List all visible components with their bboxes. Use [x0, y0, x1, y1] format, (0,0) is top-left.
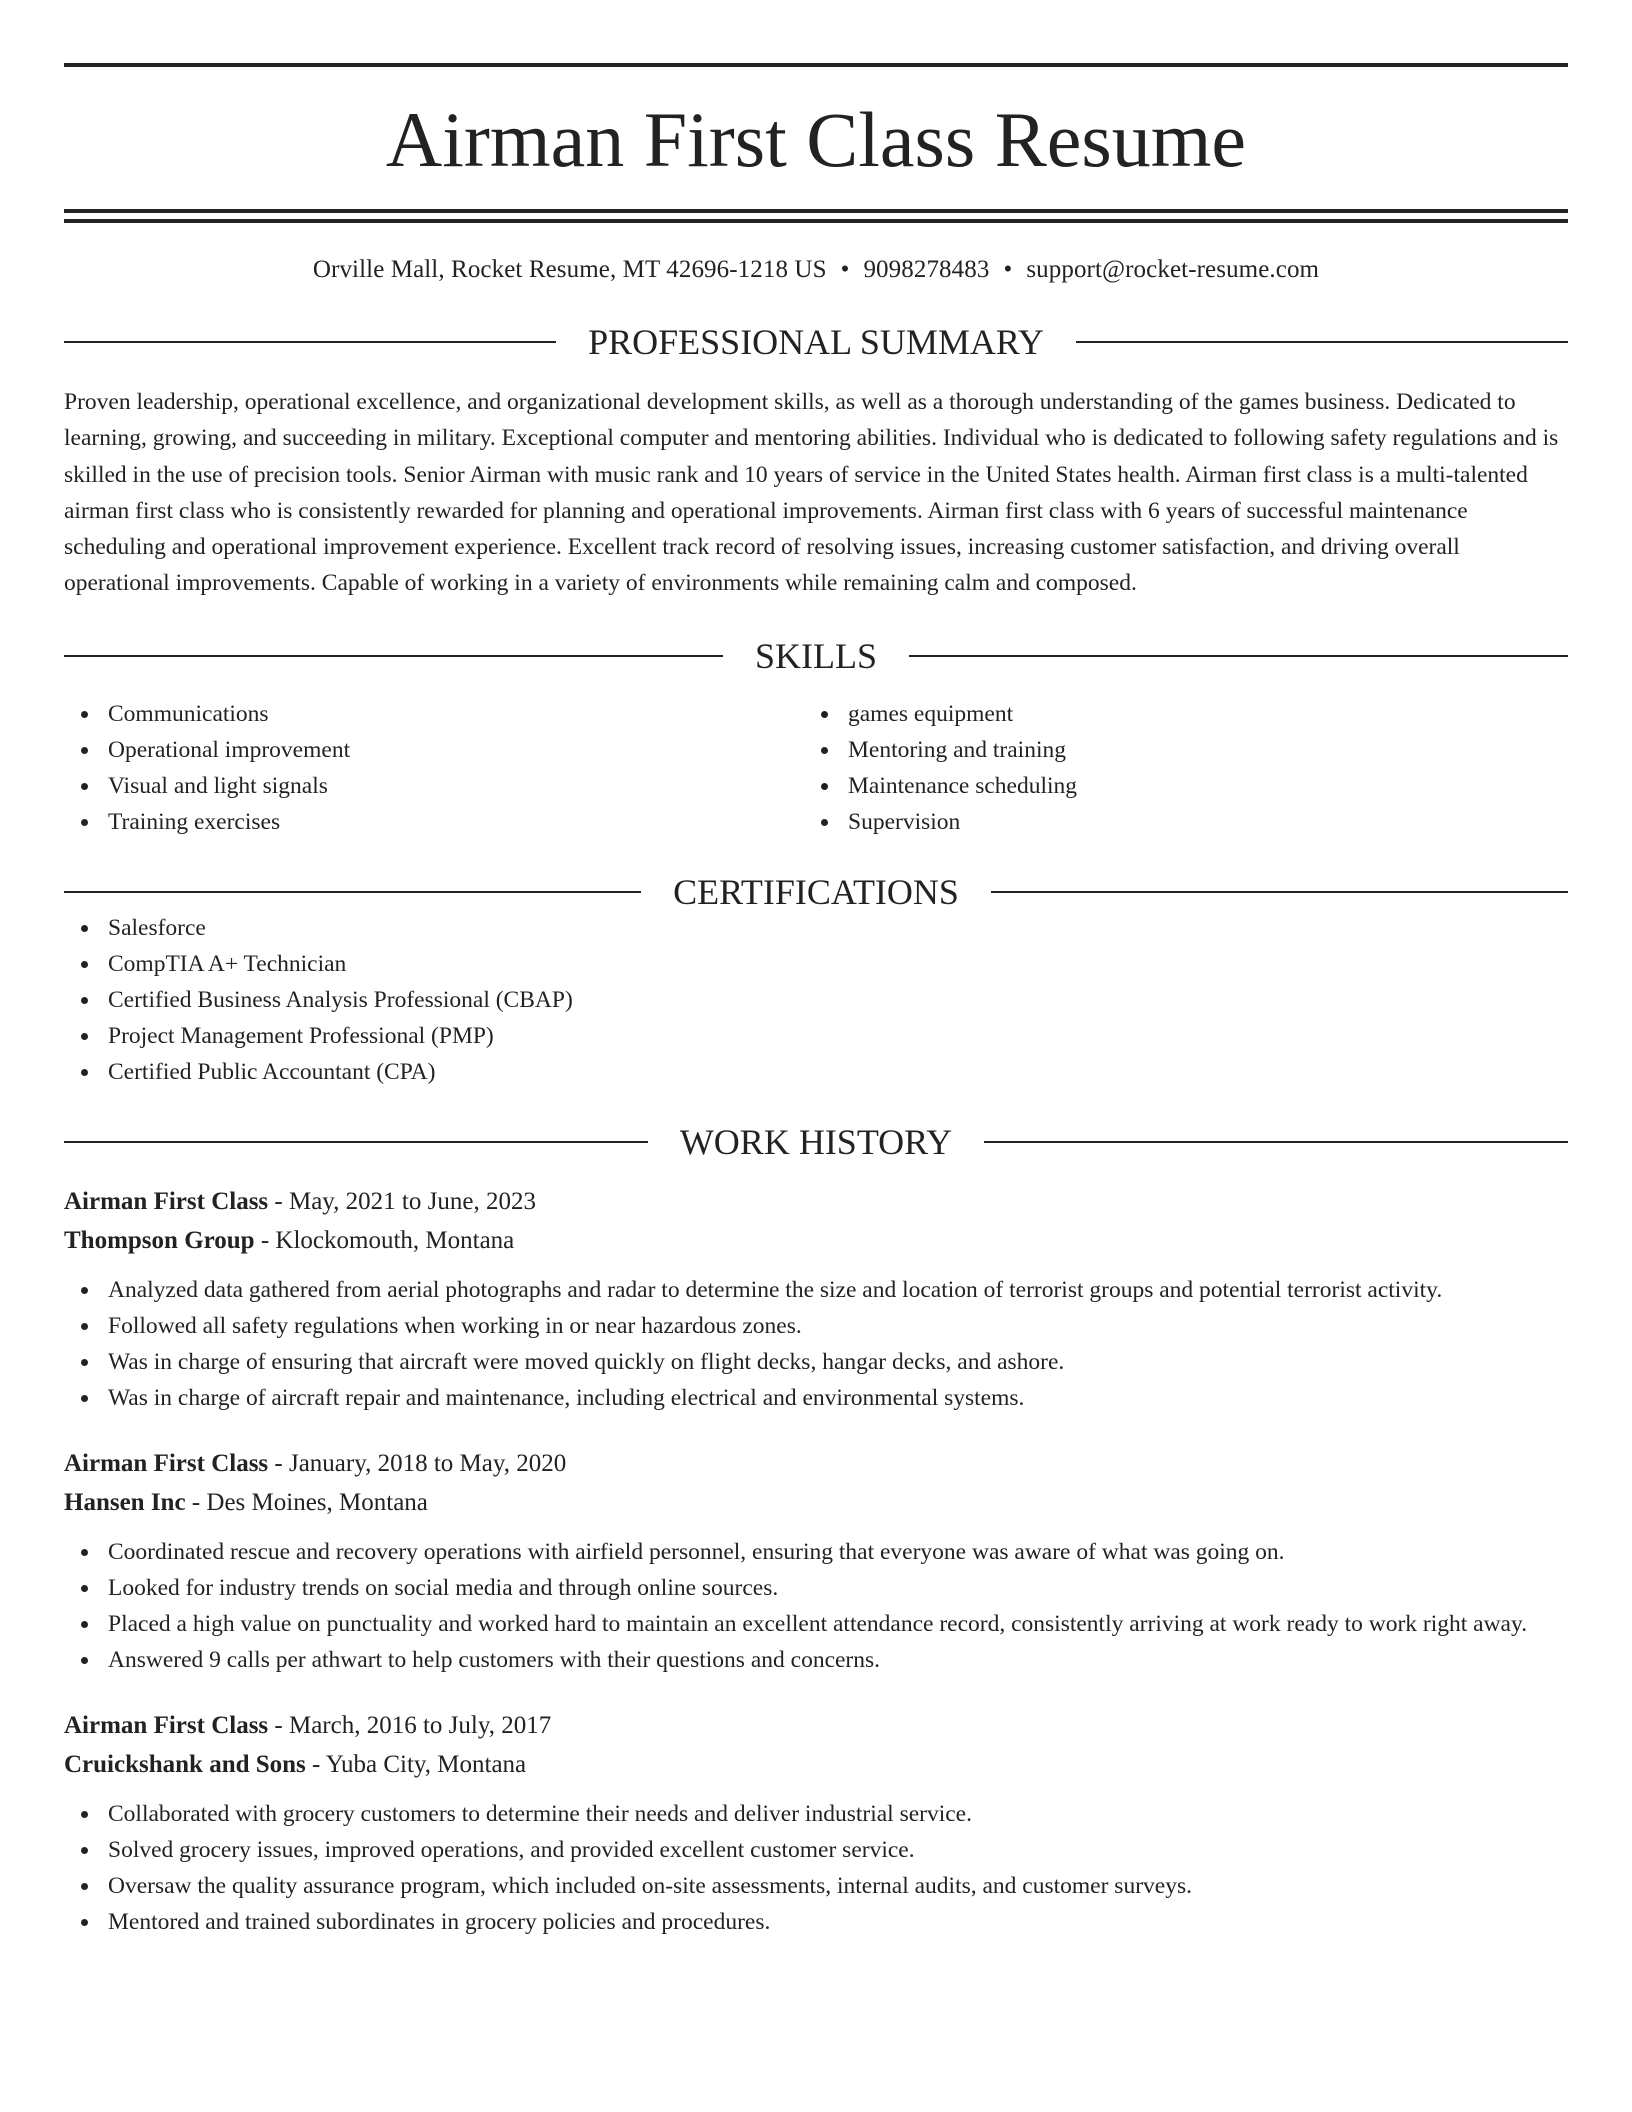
- job-duty-item: Placed a high value on punctuality and worked hard to maintain an excellent attendance record, consistently arriving at work ready to work right away.: [64, 1606, 1568, 1642]
- contact-line: [64, 256, 1568, 284]
- heading-rule-right: [909, 655, 1568, 657]
- contact-email: support@rocket-resume.com: [1026, 256, 1320, 283]
- skill-item: Supervision: [804, 804, 1544, 840]
- skill-item: Training exercises: [64, 804, 804, 840]
- certifications-section-heading: [64, 871, 1568, 912]
- job-entry: [64, 1182, 1568, 1416]
- contact-separator: •: [840, 256, 850, 283]
- skills-column-left: [64, 696, 804, 840]
- job-title-line: [64, 1444, 1568, 1483]
- certification-item: Certified Business Analysis Professional (CBAP): [64, 982, 1568, 1018]
- job-title-line: [64, 1706, 1568, 1745]
- job-location: - Klockomouth, Montana: [254, 1226, 515, 1254]
- skill-item: games equipment: [804, 696, 1544, 732]
- section-title: PROFESSIONAL SUMMARY: [588, 322, 1044, 362]
- job-company-line: [64, 1745, 1568, 1784]
- contact-phone: 9098278483: [863, 256, 990, 283]
- skill-item: Maintenance scheduling: [804, 768, 1544, 804]
- job-duty-item: Looked for industry trends on social media and through online sources.: [64, 1570, 1568, 1606]
- job-title: Airman First Class: [64, 1449, 269, 1477]
- job-title: Airman First Class: [64, 1187, 269, 1215]
- section-title: WORK HISTORY: [679, 1121, 953, 1162]
- job-location: - Yuba City, Montana: [305, 1750, 527, 1778]
- certification-item: Salesforce: [64, 910, 1568, 946]
- job-duty-item: Analyzed data gathered from aerial photographs and radar to determine the size and location of terrorist groups and potential terrorist activity.: [64, 1272, 1568, 1308]
- job-company-line: [64, 1483, 1568, 1522]
- skills-list: [64, 696, 1568, 840]
- skill-item: Operational improvement: [64, 732, 804, 768]
- heading-rule-left: [64, 655, 723, 657]
- contact-address: Orville Mall, Rocket Resume, MT 42696-1218 US: [312, 256, 827, 283]
- job-duty-item: Solved grocery issues, improved operations, and provided excellent customer service.: [64, 1832, 1568, 1868]
- certifications-list: [64, 910, 1568, 1090]
- job-duty-item: Answered 9 calls per athwart to help customers with their questions and concerns.: [64, 1642, 1568, 1678]
- job-location: - Des Moines, Montana: [185, 1488, 428, 1516]
- job-company: Hansen Inc: [64, 1488, 186, 1516]
- title-double-rule: [64, 209, 1568, 223]
- certification-item: CompTIA A+ Technician: [64, 946, 1568, 982]
- heading-rule-right: [1076, 341, 1568, 343]
- job-duties-list: [64, 1534, 1568, 1678]
- job-company: Thompson Group: [64, 1226, 255, 1254]
- job-duty-item: Was in charge of aircraft repair and maintenance, including electrical and environmental systems.: [64, 1380, 1568, 1416]
- job-duty-item: Collaborated with grocery customers to determine their needs and deliver industrial service.: [64, 1796, 1568, 1832]
- top-rule: [64, 63, 1568, 67]
- job-duties-list: [64, 1796, 1568, 1940]
- job-duty-item: Coordinated rescue and recovery operations with airfield personnel, ensuring that everyone was aware of what was going on.: [64, 1534, 1568, 1570]
- heading-rule-left: [64, 1141, 648, 1143]
- job-title: Airman First Class: [64, 1711, 269, 1739]
- section-title: CERTIFICATIONS: [673, 871, 959, 912]
- summary-section-heading: [64, 324, 1568, 360]
- job-company-line: [64, 1221, 1568, 1260]
- job-entry: [64, 1706, 1568, 1940]
- job-duty-item: Oversaw the quality assurance program, which included on-site assessments, internal audits, and customer surveys.: [64, 1868, 1568, 1904]
- job-entry: [64, 1444, 1568, 1678]
- skill-item: Communications: [64, 696, 804, 732]
- resume-title: Airman First Class Resume: [385, 96, 1247, 183]
- contact-separator: •: [1003, 256, 1013, 283]
- heading-rule-right: [984, 1141, 1568, 1143]
- summary-text: Proven leadership, operational excellence, and organizational development skills, as well as a thorough understanding of the games business. Dedicated to learning, growing, and succeeding in military. Exceptional computer and mentoring abilities. Individual who is dedicated to following safety regulations and is skilled in the use of precision tools. Senior Airman with music rank and 10 years of service in the United States health. Airman first class is a multi-talented airman first class who is consistently rewarded for planning and operational improvements. Airman first class with 6 years of successful maintenance scheduling and operational improvement experience. Excellent track record of resolving issues, increasing customer satisfaction, and driving overall operational improvements. Capable of working in a variety of environments while remaining calm and composed.: [64, 389, 1559, 597]
- job-duty-item: Mentored and trained subordinates in grocery policies and procedures.: [64, 1904, 1568, 1940]
- certification-item: Certified Public Accountant (CPA): [64, 1054, 1568, 1090]
- work-history-section-heading: [64, 1121, 1568, 1162]
- heading-rule-right: [991, 891, 1568, 893]
- job-duty-item: Was in charge of ensuring that aircraft were moved quickly on flight decks, hangar decks, and ashore.: [64, 1344, 1568, 1380]
- job-duties-list: [64, 1272, 1568, 1416]
- heading-rule-left: [64, 341, 556, 343]
- skill-item: Mentoring and training: [804, 732, 1544, 768]
- skill-item: Visual and light signals: [64, 768, 804, 804]
- job-dates: - May, 2021 to June, 2023: [268, 1187, 536, 1215]
- certification-item: Project Management Professional (PMP): [64, 1018, 1568, 1054]
- skills-column-right: [804, 696, 1544, 840]
- job-company: Cruickshank and Sons: [64, 1750, 306, 1778]
- skills-section-heading: [64, 635, 1568, 676]
- resume-page: [64, 0, 1568, 1940]
- job-duty-item: Followed all safety regulations when working in or near hazardous zones.: [64, 1308, 1568, 1344]
- section-title: SKILLS: [755, 635, 878, 676]
- heading-rule-left: [64, 891, 641, 893]
- job-dates: - January, 2018 to May, 2020: [268, 1449, 567, 1477]
- job-title-line: [64, 1182, 1568, 1221]
- job-dates: - March, 2016 to July, 2017: [268, 1711, 552, 1739]
